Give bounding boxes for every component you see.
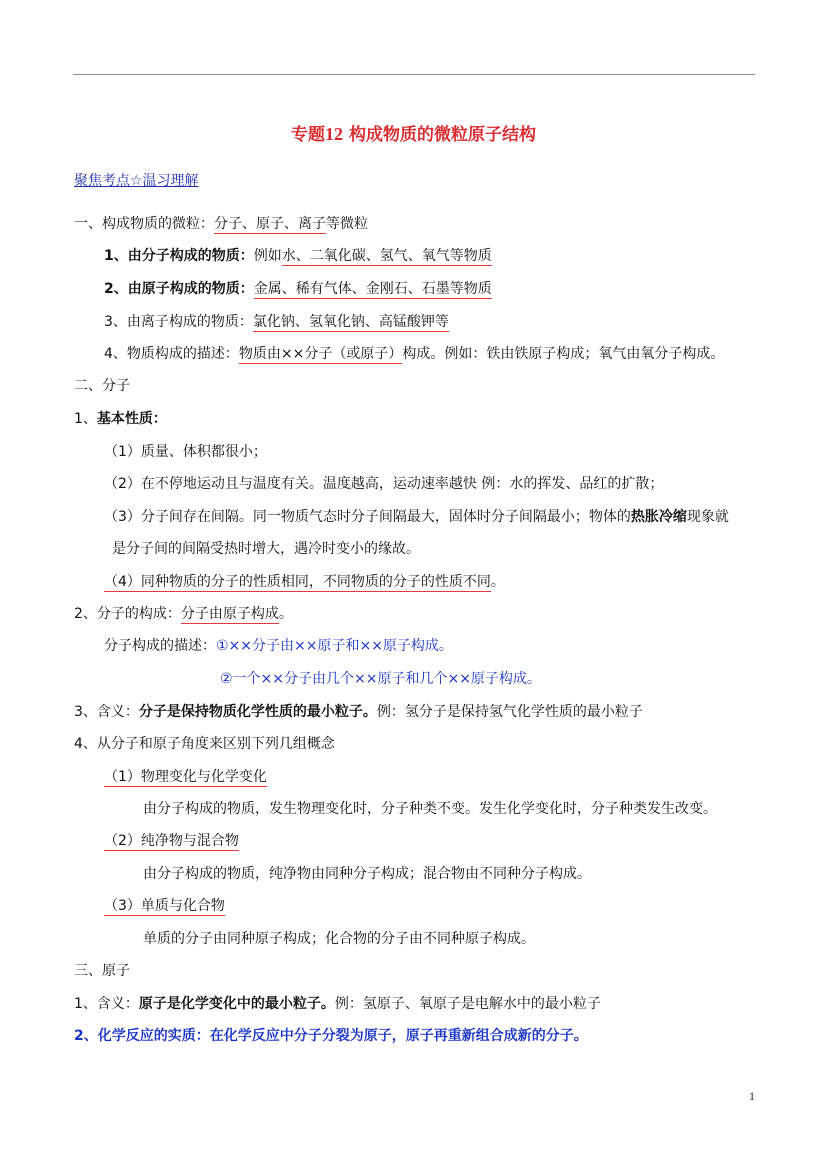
property-1: （1）质量、体积都很小； [104,444,267,460]
property-2: （2）在不停地运动且与温度有关。温度越高，运动速率越快 例：水的挥发、品红的扩散； [104,476,664,492]
concept-3-text: 单质的分子由同种原子构成；化合物的分子由不同种原子构成。 [143,931,535,947]
section-1-heading: 一、构成物质的微粒：分子、原子、离子等微粒 [74,216,368,232]
reaction-essence: 2、化学反应的实质：在化学反应中分子分裂为原子，原子再重新组合成新的分子。 [74,1028,588,1044]
concept-1-title: （1）物理变化与化学变化 [104,769,267,785]
section-2-heading: 二、分子 [74,378,130,394]
section-1-item-2: 2、由原子构成的物质：金属、稀有气体、金刚石、石墨等物质 [104,281,492,297]
molecule-definition: 3、含义：分子是保持物质化学性质的最小粒子。例：氢分子是保持氢气化学性质的最小粒子 [74,704,643,720]
composition-description-1: 分子构成的描述：①××分子由××原子和××原子构成。 [104,638,453,654]
property-3-continued: 是分子间的间隔受热时增大，遇冷时变小的缘故。 [112,541,420,557]
concept-3-title: （3）单质与化合物 [104,898,225,914]
concept-2-title: （2）纯净物与混合物 [104,833,239,849]
section-1-item-1: 1、由分子构成的物质：例如水、二氧化碳、氢气、氧气等物质 [104,248,492,264]
header-rule [73,74,755,75]
page-number: 1 [749,1089,755,1103]
focus-link[interactable]: 聚焦考点☆温习理解 [74,173,199,189]
basic-properties-heading: 1、基本性质： [74,411,167,427]
concept-2-text: 由分子构成的物质，纯净物由同种分子构成；混合物由不同种分子构成。 [143,866,591,882]
property-4: （4）同种物质的分子的性质相同，不同物质的分子的性质不同。 [104,574,505,590]
property-3: （3）分子间存在间隔。同一物质气态时分子间隔最大，固体时分子间隔最小；物体的热胀冷缩现象就 [104,509,729,525]
composition-description-2: ②一个××分子由几个××原子和几个××原子构成。 [220,671,541,687]
concept-comparison-heading: 4、从分子和原子角度来区别下列几组概念 [74,736,335,752]
section-1-item-3: 3、由离子构成的物质：氯化钠、氢氧化钠、高锰酸钾等 [104,314,449,330]
concept-1-text: 由分子构成的物质，发生物理变化时，分子种类不变。发生化学变化时，分子种类发生改变。 [143,801,717,817]
molecule-composition: 2、分子的构成：分子由原子构成。 [74,606,293,622]
section-1-item-4: 4、物质构成的描述：物质由××分子（或原子）构成。例如：铁由铁原子构成；氧气由氧分子构成。 [104,346,725,362]
page-title: 专题12 构成物质的微粒原子结构 [291,124,536,145]
section-3-heading: 三、原子 [74,963,130,979]
atom-definition: 1、含义：原子是化学变化中的最小粒子。例：氢原子、氧原子是电解水中的最小粒子 [74,996,601,1012]
